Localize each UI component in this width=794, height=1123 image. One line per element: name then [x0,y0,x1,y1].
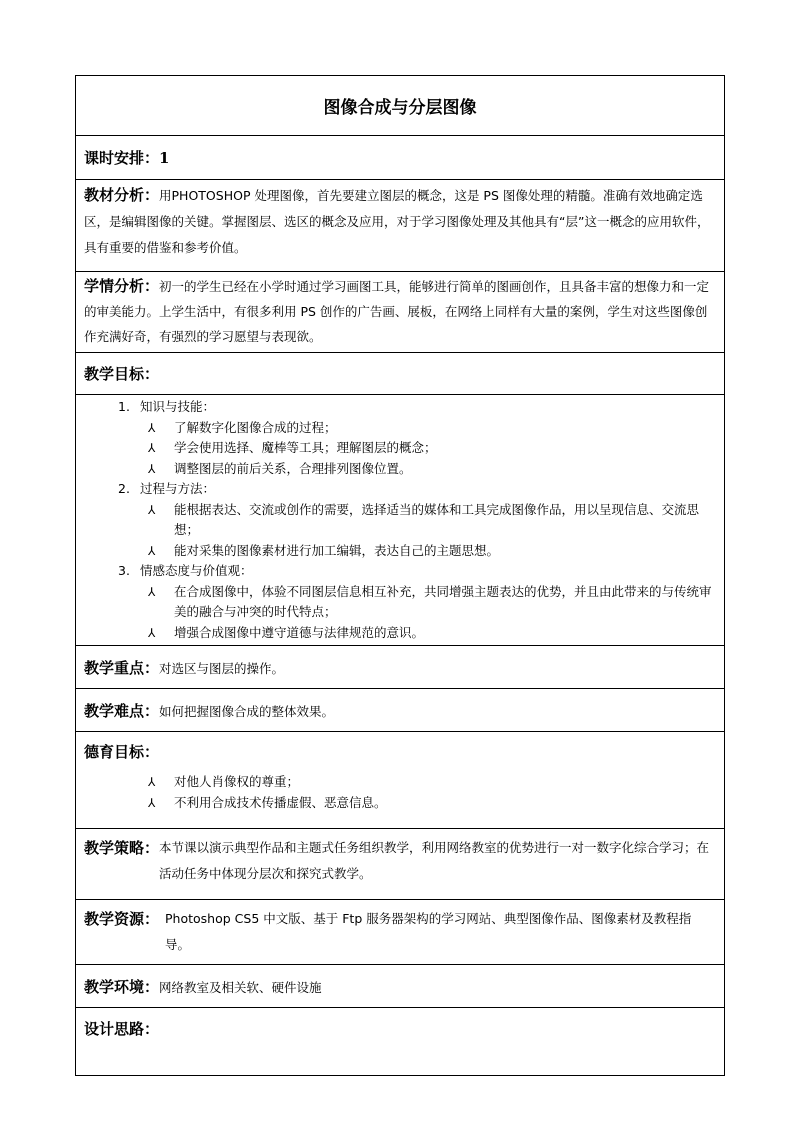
resources-text: Photoshop CS5 中文版、基于 Ftp 服务器架构的学习网站、典型图像作品、图像素材及教程指导。 [165,911,692,952]
difficulties-text: 如何把握图像合成的整体效果。 [159,703,335,719]
goal-item: ⅄ 增强合成图像中遵守道德与法律规范的意识。 [84,623,716,644]
person-bullet-icon: ⅄ [148,795,156,810]
schedule-cell [76,136,725,180]
goal-item: ⅄ 学会使用选择、魔棒等工具；理解图层的概念； [84,438,716,459]
goals-heading-cell [76,353,725,395]
person-bullet-icon: ⅄ [148,775,156,789]
design-cell [76,1008,725,1076]
difficulties-cell [76,689,725,732]
goal-item: ⅄ 在合成图像中，体验不同图层信息相互补充，共同增强主题表达的优势，并且由此带来的与传统审美的融合与冲突的时代特点； [84,582,716,623]
schedule-label: 课时安排： [84,149,160,167]
design-label: 设计思路： [84,1020,160,1038]
goal-item: ⅄ 能根据表达、交流或创作的需要，选择适当的媒体和工具完成图像作品，用以呈现信息、交流思想； [84,500,716,541]
materials-label: 教材分析： [84,186,160,204]
environment-cell [76,965,725,1008]
resources-label: 教学资源： [84,910,160,928]
schedule-value: 1 [159,149,170,167]
person-bullet-icon: ⅄ [148,461,156,476]
goal-section-number: 2. [118,481,130,496]
goal-item: ⅄ 能对采集的图像素材进行加工编辑，表达自己的主题思想。 [84,541,716,562]
materials-cell [76,180,725,272]
students-text: 初一的学生已经在小学时通过学习画图工具，能够进行简单的图画创作，且具备丰富的想像力和一定的审美能力。上学生活中，有很多利用 PS 创作的广告画、展板，在网络上同样有大量的案例，学生对这些图像创作充满好奇，有强烈的学习愿望与表现欲。 [84,279,710,344]
goal-section-number: 1. [118,399,130,414]
goal-section-title: 知识与技能： [140,399,216,414]
lesson-plan-table [75,75,725,1076]
strategy-text: 本节课以演示典型作品和主题式任务组织教学，利用网络教室的优势进行一对一数字化综合学习；在活动任务中体现分层次和探究式教学。 [159,840,710,881]
goal-section-number: 3. [118,563,130,578]
students-cell [76,272,725,353]
lesson-title: 图像合成与分层图像 [76,76,725,136]
lesson-plan-page [75,75,725,1076]
key-points-cell [76,646,725,689]
goals-list-cell [76,395,725,646]
environment-text: 网络教室及相关软、硬件设施 [159,979,322,995]
key-points-label: 教学重点： [84,658,160,677]
moral-item: ⅄ 对他人肖像权的尊重； [84,772,716,793]
person-bullet-icon: ⅄ [148,441,156,455]
strategy-label: 教学策略： [84,839,160,857]
goal-section-1 [84,397,716,418]
goals-label: 教学目标： [84,365,160,383]
difficulties-label: 教学难点： [84,701,160,720]
person-bullet-icon: ⅄ [148,502,156,517]
goal-section-title: 情感态度与价值观： [140,563,253,578]
moral-item: ⅄ 不利用合成技术传播虚假、恶意信息。 [84,793,716,814]
resources-cell [76,900,725,965]
goal-section-2 [84,479,716,500]
goal-item: ⅄ 了解数字化图像合成的过程； [84,418,716,439]
goal-section-title: 过程与方法： [140,481,216,496]
strategy-cell [76,829,725,900]
person-bullet-icon: ⅄ [148,625,156,640]
key-points-text: 对选区与图层的操作。 [159,660,285,676]
person-bullet-icon: ⅄ [148,584,156,599]
moral-label: 德育目标： [84,743,160,761]
moral-cell [76,732,725,829]
students-label: 学情分析： [84,277,160,295]
person-bullet-icon: ⅄ [148,543,156,558]
goal-item: ⅄ 调整图层的前后关系，合理排列图像位置。 [84,459,716,480]
person-bullet-icon: ⅄ [148,420,156,435]
environment-label: 教学环境： [84,977,160,996]
materials-text: 用PHOTOSHOP 处理图像，首先要建立图层的概念，这是 PS 图像处理的精髓。准确有效地确定选区，是编辑图像的关键。掌握图层、选区的概念及应用，对于学习图像处理及其他具有“层”这一概念的应用软件，具有重要的借鉴和参考价值。 [84,188,710,255]
goal-section-3 [84,561,716,582]
